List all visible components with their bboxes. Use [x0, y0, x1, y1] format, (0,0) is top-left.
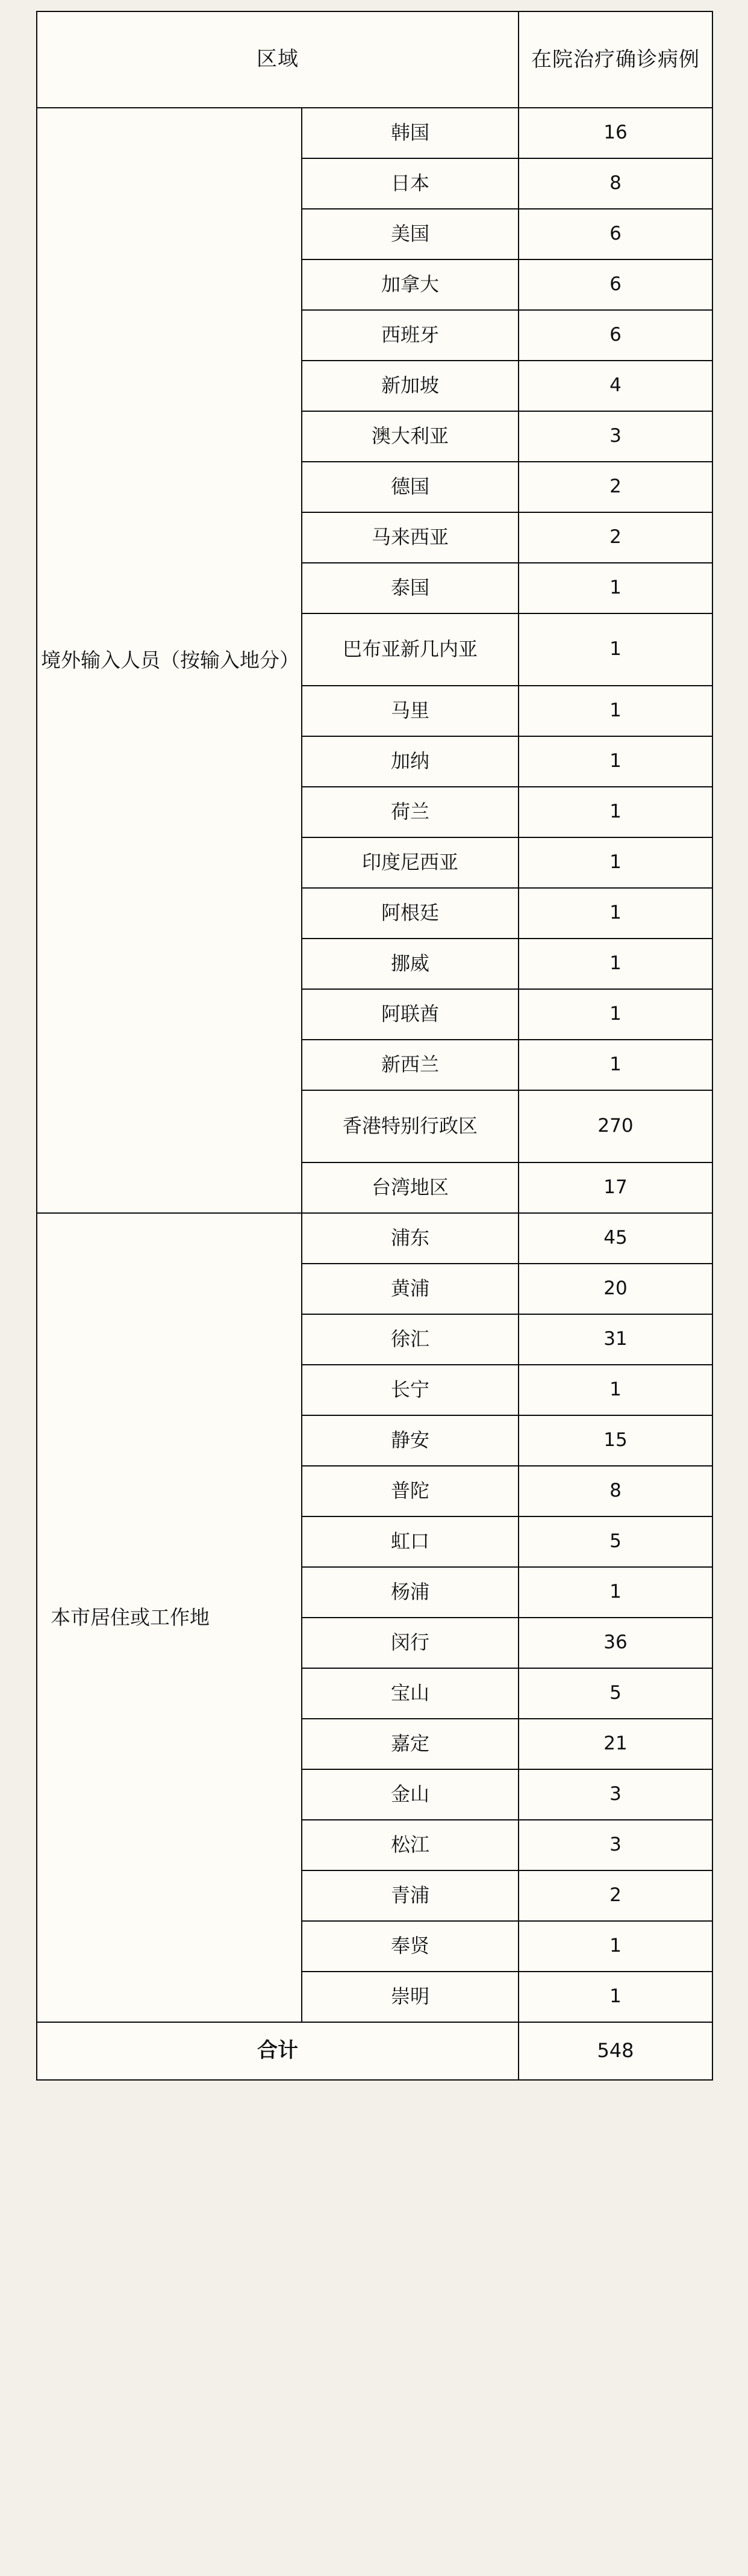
place-cell: 徐汇: [302, 1314, 519, 1365]
count-cell: 1: [519, 686, 712, 736]
count-cell: 3: [519, 1769, 712, 1820]
place-cell: 印度尼西亚: [302, 837, 519, 888]
column-header-region: 区域: [37, 11, 519, 108]
place-cell: 黄浦: [302, 1264, 519, 1314]
place-cell: 普陀: [302, 1466, 519, 1516]
group-label-imported: 境外输入人员（按输入地分）: [37, 108, 302, 1213]
count-cell: 6: [519, 259, 712, 310]
place-cell: 泰国: [302, 563, 519, 613]
place-cell: 香港特别行政区: [302, 1090, 519, 1162]
place-cell: 日本: [302, 158, 519, 209]
place-cell: 松江: [302, 1820, 519, 1870]
place-cell: 宝山: [302, 1668, 519, 1719]
count-cell: 20: [519, 1264, 712, 1314]
place-cell: 青浦: [302, 1870, 519, 1921]
count-cell: 6: [519, 209, 712, 259]
place-cell: 韩国: [302, 108, 519, 158]
count-cell: 4: [519, 361, 712, 411]
place-cell: 奉贤: [302, 1921, 519, 1972]
column-header-count: 在院治疗确诊病例: [519, 11, 712, 108]
count-cell: 6: [519, 310, 712, 361]
place-cell: 新加坡: [302, 361, 519, 411]
count-cell: 17: [519, 1162, 712, 1213]
count-cell: 1: [519, 989, 712, 1040]
place-cell: 杨浦: [302, 1567, 519, 1618]
count-cell: 45: [519, 1213, 712, 1264]
count-cell: 16: [519, 108, 712, 158]
count-cell: 36: [519, 1618, 712, 1668]
count-cell: 1: [519, 787, 712, 837]
count-cell: 31: [519, 1314, 712, 1365]
covid-cases-table: [36, 11, 713, 2081]
count-cell: 3: [519, 411, 712, 462]
count-cell: 1: [519, 613, 712, 686]
place-cell: 金山: [302, 1769, 519, 1820]
place-cell: 美国: [302, 209, 519, 259]
count-cell: 2: [519, 462, 712, 512]
place-cell: 新西兰: [302, 1040, 519, 1090]
count-cell: 2: [519, 1870, 712, 1921]
count-cell: 1: [519, 1972, 712, 2022]
count-cell: 8: [519, 1466, 712, 1516]
count-cell: 3: [519, 1820, 712, 1870]
place-cell: 虹口: [302, 1516, 519, 1567]
place-cell: 嘉定: [302, 1719, 519, 1769]
place-cell: 德国: [302, 462, 519, 512]
place-cell: 阿联酋: [302, 989, 519, 1040]
count-cell: 1: [519, 736, 712, 787]
place-cell: 阿根廷: [302, 888, 519, 939]
count-cell: 1: [519, 888, 712, 939]
count-cell: 1: [519, 939, 712, 989]
place-cell: 巴布亚新几内亚: [302, 613, 519, 686]
table-row: [37, 108, 712, 158]
table-header: [37, 11, 712, 108]
count-cell: 1: [519, 1365, 712, 1415]
count-cell: 8: [519, 158, 712, 209]
count-cell: 270: [519, 1090, 712, 1162]
count-cell: 21: [519, 1719, 712, 1769]
place-cell: 崇明: [302, 1972, 519, 2022]
table-header-row: [37, 11, 712, 108]
total-count: 548: [519, 2022, 712, 2080]
count-cell: 5: [519, 1516, 712, 1567]
count-cell: 1: [519, 1921, 712, 1972]
place-cell: 荷兰: [302, 787, 519, 837]
total-row: [37, 2022, 712, 2080]
place-cell: 西班牙: [302, 310, 519, 361]
place-cell: 加拿大: [302, 259, 519, 310]
count-cell: 1: [519, 1567, 712, 1618]
count-cell: 1: [519, 563, 712, 613]
table-row: [37, 1213, 712, 1264]
place-cell: 马里: [302, 686, 519, 736]
count-cell: 2: [519, 512, 712, 563]
place-cell: 静安: [302, 1415, 519, 1466]
count-cell: 1: [519, 837, 712, 888]
count-cell: 15: [519, 1415, 712, 1466]
count-cell: 1: [519, 1040, 712, 1090]
place-cell: 台湾地区: [302, 1162, 519, 1213]
group-label-local: 本市居住或工作地: [37, 1213, 302, 2022]
place-cell: 马来西亚: [302, 512, 519, 563]
place-cell: 闵行: [302, 1618, 519, 1668]
total-label: 合计: [37, 2022, 519, 2080]
place-cell: 澳大利亚: [302, 411, 519, 462]
place-cell: 加纳: [302, 736, 519, 787]
place-cell: 挪威: [302, 939, 519, 989]
table-body: [37, 108, 712, 2080]
place-cell: 浦东: [302, 1213, 519, 1264]
place-cell: 长宁: [302, 1365, 519, 1415]
count-cell: 5: [519, 1668, 712, 1719]
